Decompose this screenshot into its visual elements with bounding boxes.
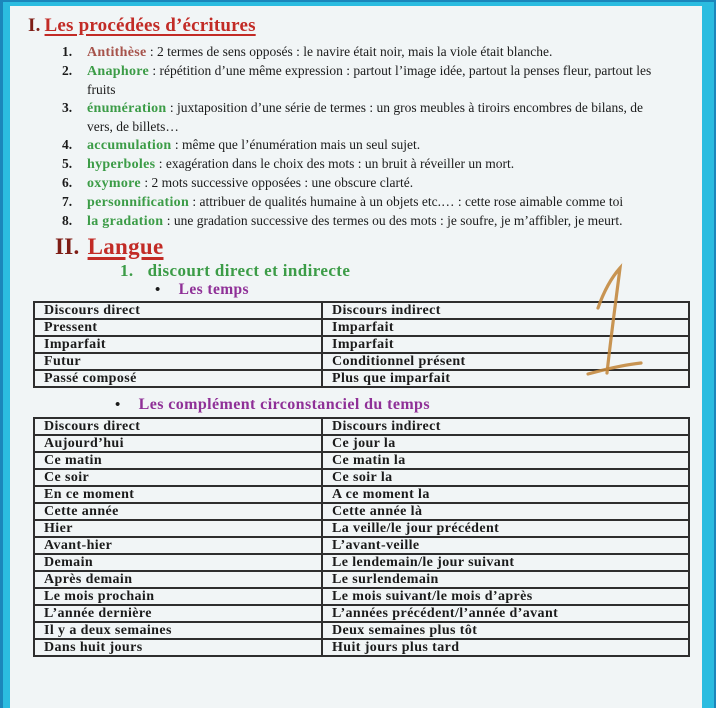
table-cell: Le mois prochain	[34, 588, 322, 605]
item-number: 4.	[62, 137, 73, 152]
item-definition: : répétition d’une même expression : partout l’image idée, partout la penses fleur, partout les fruits	[87, 63, 652, 97]
item-term: énumération	[87, 101, 167, 116]
item-term: personnification	[87, 195, 190, 210]
header-cell: Discours direct	[34, 418, 322, 435]
bullet-complements-temps	[115, 396, 702, 414]
subsection-number: 1.	[120, 261, 134, 280]
table-cell: Le lendemain/le jour suivant	[322, 554, 689, 571]
table-cell: Ce matin la	[322, 452, 689, 469]
table-les-temps	[33, 301, 690, 388]
table-row	[34, 622, 689, 639]
section2-title: Langue	[87, 234, 164, 259]
table-cell: Plus que imparfait	[322, 370, 689, 387]
table-cell: L’avant-veille	[322, 537, 689, 554]
subsection-heading	[120, 261, 702, 280]
item-number: 5.	[62, 156, 73, 171]
item-term: hyperboles	[87, 157, 156, 172]
table-cell: Imparfait	[34, 336, 322, 353]
item-term: accumulation	[87, 138, 172, 153]
table-header-row	[34, 418, 689, 435]
item-number: 2.	[62, 63, 73, 78]
item-number: 6.	[62, 175, 73, 190]
table-cell: Dans huit jours	[34, 639, 322, 656]
list-item	[60, 155, 665, 174]
table-cell: Ce soir	[34, 469, 322, 486]
table-row	[34, 319, 689, 336]
item-number: 7.	[62, 194, 73, 209]
item-definition: : juxtaposition d’une série de termes : un gros meubles à tiroirs encombres de bilans, de vers, de billets…	[87, 100, 644, 134]
bullet-les-temps	[155, 281, 702, 299]
table-row	[34, 571, 689, 588]
item-number: 1.	[62, 44, 73, 59]
item-number: 3.	[62, 100, 73, 115]
bullet-label: Les temps	[178, 281, 249, 298]
table-cell: Le mois suivant/le mois d’après	[322, 588, 689, 605]
table-cell: En ce moment	[34, 486, 322, 503]
item-definition: : 2 termes de sens opposés : le navire était noir, mais la viole était blanche.	[146, 44, 553, 59]
item-definition: : même que l’énumération mais un seul sujet.	[171, 137, 421, 152]
table-header-row	[34, 302, 689, 319]
table-cell: Futur	[34, 353, 322, 370]
table-row	[34, 435, 689, 452]
table-cell: Cette année	[34, 503, 322, 520]
procedes-list	[60, 43, 665, 231]
table-row	[34, 336, 689, 353]
item-definition: : exagération dans le choix des mots : un bruit à réveiller un mort.	[155, 156, 515, 171]
table-complements	[33, 417, 690, 657]
table-cell: Aujourd’hui	[34, 435, 322, 452]
table-row	[34, 503, 689, 520]
table-cell: Le surlendemain	[322, 571, 689, 588]
item-term: la gradation	[87, 214, 164, 229]
table-cell: L’année dernière	[34, 605, 322, 622]
table-row	[34, 520, 689, 537]
table-row	[34, 537, 689, 554]
table-cell: Après demain	[34, 571, 322, 588]
table-cell: Ce jour la	[322, 435, 689, 452]
table-cell: Imparfait	[322, 336, 689, 353]
table-cell: Passé composé	[34, 370, 322, 387]
section2-heading	[55, 234, 702, 259]
table-row	[34, 452, 689, 469]
table-cell: Huit jours plus tard	[322, 639, 689, 656]
item-definition: : 2 mots successive opposées : une obscure clarté.	[140, 175, 414, 190]
table-cell: Ce matin	[34, 452, 322, 469]
list-item	[60, 136, 665, 155]
header-cell: Discours indirect	[322, 302, 689, 319]
list-item	[60, 212, 665, 231]
document-page	[10, 6, 702, 708]
table-cell: Pressent	[34, 319, 322, 336]
list-item	[60, 193, 665, 212]
table-row	[34, 353, 689, 370]
item-term: Antithèse	[87, 45, 147, 60]
table-cell: Cette année là	[322, 503, 689, 520]
table-cell: Avant-hier	[34, 537, 322, 554]
table-cell: L’années précédent/l’année d’avant	[322, 605, 689, 622]
section1-heading	[28, 14, 702, 38]
table-cell: Conditionnel présent	[322, 353, 689, 370]
item-term: Anaphore	[87, 64, 150, 79]
list-item	[60, 62, 665, 99]
table-cell: A ce moment la	[322, 486, 689, 503]
list-item	[60, 99, 665, 136]
table-row	[34, 639, 689, 656]
section2-number: II.	[55, 234, 80, 259]
section1-title: Les procédées d’écritures	[44, 15, 256, 36]
bullet-icon: •	[155, 282, 161, 298]
table-row	[34, 554, 689, 571]
table-cell: Ce soir la	[322, 469, 689, 486]
table-row	[34, 370, 689, 387]
table-row	[34, 469, 689, 486]
item-number: 8.	[62, 213, 73, 228]
item-definition: : attribuer de qualités humaine à un objets etc.… : cette rose aimable comme toi	[189, 194, 624, 209]
table-cell: Il y a deux semaines	[34, 622, 322, 639]
table-cell: Deux semaines plus tôt	[322, 622, 689, 639]
table-cell: Imparfait	[322, 319, 689, 336]
header-cell: Discours direct	[34, 302, 322, 319]
table-row	[34, 605, 689, 622]
item-definition: : une gradation successive des termes ou des mots : je soufre, je m’affibler, je meurt.	[163, 213, 623, 228]
table-cell: Hier	[34, 520, 322, 537]
section1-number: I.	[28, 15, 41, 36]
list-item	[60, 174, 665, 193]
list-item	[60, 43, 665, 62]
bullet-icon: •	[115, 397, 121, 413]
table-cell: La veille/le jour précédent	[322, 520, 689, 537]
subsection-title: discourt direct et indirecte	[147, 261, 351, 280]
table-cell: Demain	[34, 554, 322, 571]
item-term: oxymore	[87, 176, 141, 191]
header-cell: Discours indirect	[322, 418, 689, 435]
table-row	[34, 588, 689, 605]
table-row	[34, 486, 689, 503]
bullet-label: Les complément circonstanciel du temps	[138, 396, 430, 413]
